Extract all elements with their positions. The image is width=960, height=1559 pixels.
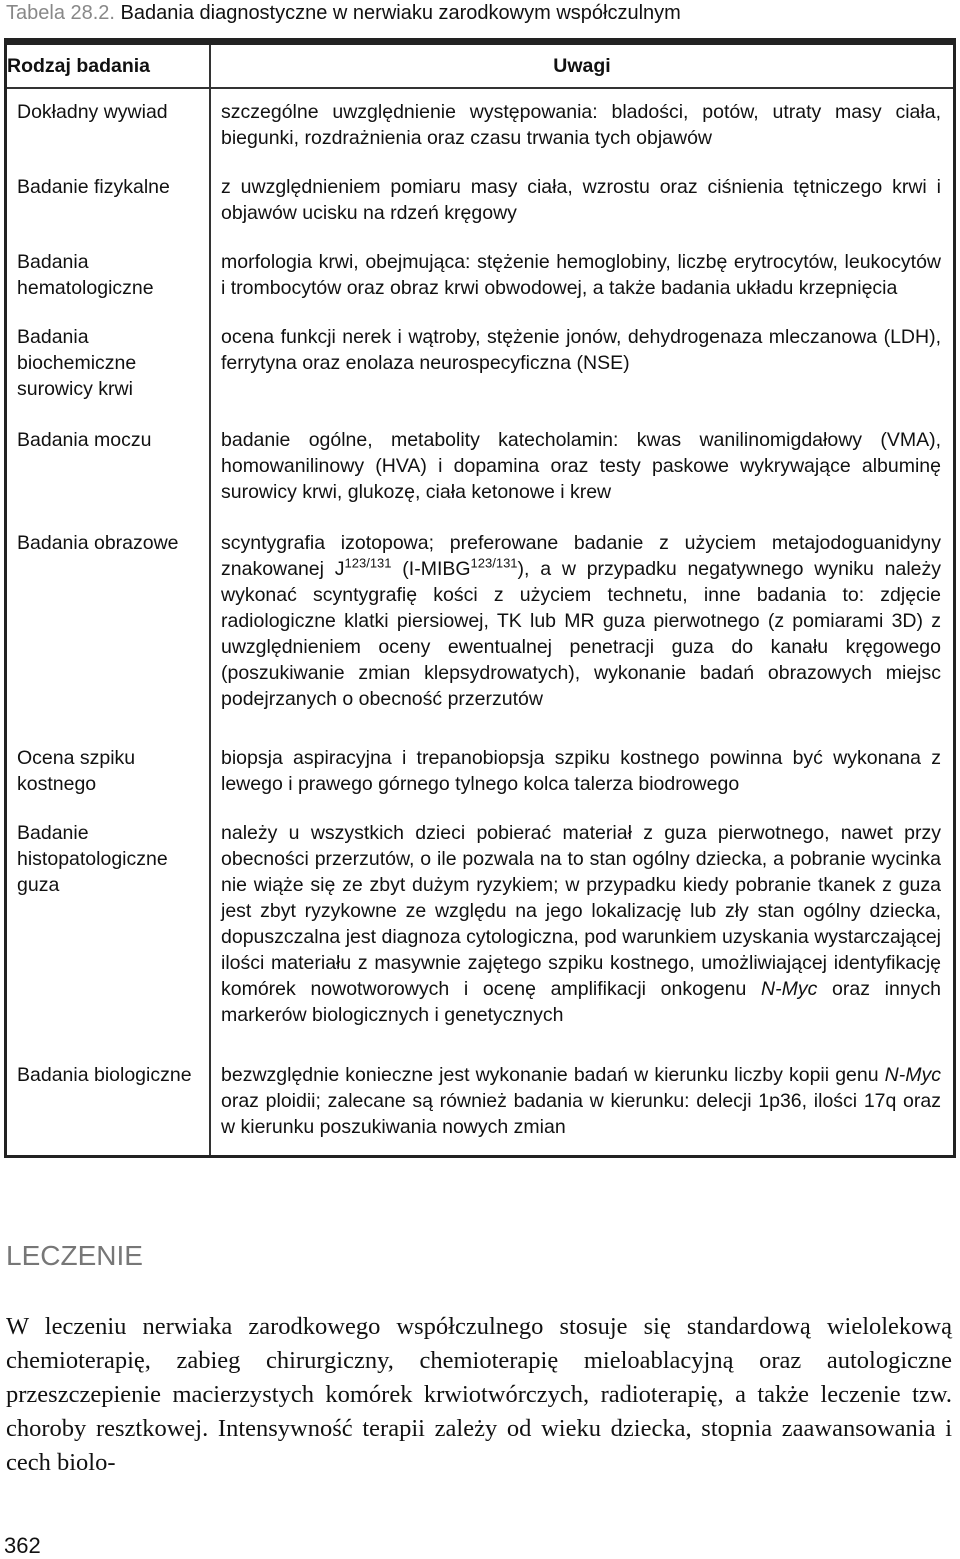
row-test-type: Badania obrazowe bbox=[7, 520, 210, 734]
table-title: Badania diagnostyczne w nerwiaku zarodkowym współczulnym bbox=[120, 2, 681, 24]
isotope-superscript: 123/131 bbox=[470, 555, 518, 571]
table-row bbox=[7, 417, 953, 520]
header-test-type: Rodzaj badania bbox=[7, 45, 210, 88]
note-text: scyntygrafia izotopowa; preferowane badanie z użyciem metajodoguanidyny znakowanej J bbox=[221, 532, 941, 581]
table-number: Tabela 28.2. bbox=[6, 2, 115, 24]
row-note bbox=[210, 1052, 953, 1155]
row-test-type: Badania hematologiczne bbox=[7, 239, 210, 314]
table-row bbox=[7, 1052, 953, 1155]
note-text: (I-MIBG bbox=[391, 558, 471, 581]
row-note: ocena funkcji nerek i wątroby, stężenie jonów, dehydrogenaza mleczanowa (LDH), ferrytyna oraz enolaza neurospecyficzna (NSE) bbox=[221, 326, 941, 375]
row-test-type: Badanie histopatologiczne guza bbox=[7, 810, 210, 1052]
table-caption bbox=[6, 2, 681, 25]
gene-name: N-Myc bbox=[761, 977, 818, 1000]
note-text: ), a w przypadku negatywnego wyniku należy wykonać scyntygrafię kości z użyciem technetu, inne badania to: zdjęcie radiologiczne klatki piersiowej, TK lub MR guza pierwotnego (z pomiarami 3D) z uwzględnieniem oceny ewentualnej penetracji guza do kanału kręgowego (poszukiwanie zmian klepsydrowatych), wykonanie badań obrazowych miejsc podejrzanych o obecność przerzutów bbox=[221, 558, 941, 711]
section-body-paragraph: W leczeniu nerwiaka zarodkowego współczulnego stosuje się standardową wielolekową chemioterapię, zabieg chirurgiczny, chemioterapię mieloablacyjną oraz autologiczne przeszczepienie macierzystych komórek krwiotwórczych, radioterapię, a także leczenie tzw. choroby resztkowej. Intensywność terapii zależy od wieku dziecka, stopnia zaawansowania i cech biolo- bbox=[6, 1313, 952, 1476]
row-test-type: Ocena szpiku kostnego bbox=[7, 735, 210, 810]
note-text: bezwzględnie konieczne jest wykonanie badań w kierunku liczby kopii genu bbox=[221, 1064, 885, 1086]
row-test-type: Badania biochemiczne surowicy krwi bbox=[7, 314, 210, 417]
note-text: oraz ploidii; zalecane są również badania w kierunku: delecji 1p36, ilości 17q oraz w kierunku poszukiwania nowych zmian bbox=[221, 1090, 941, 1138]
row-note: biopsja aspiracyjna i trepanobiopsja szpiku kostnego powinna być wykonana z lewego i prawego górnego tylnego kolca talerza biodrowego bbox=[221, 746, 941, 795]
table-row bbox=[7, 239, 953, 314]
row-note: szczególne uwzględnienie występowania: bladości, potów, utraty masy ciała, biegunki, rozdrażnienia oraz czasu trwania tych objawów bbox=[221, 101, 941, 149]
table-row bbox=[7, 810, 953, 1052]
row-note: badanie ogólne, metabolity katecholamin: kwas wanilinomigdałowy (VMA), homowanilinowy (HVA) i dopamina oraz testy paskowe wykrywające albuminę surowicy krwi, glukozę, ciała ketonowe i krew bbox=[221, 429, 941, 504]
table-row bbox=[7, 314, 953, 417]
table-row bbox=[7, 735, 953, 810]
isotope-superscript: 123/131 bbox=[344, 555, 392, 571]
row-note: z uwzględnieniem pomiaru masy ciała, wzrostu oraz ciśnienia tętniczego krwi i objawów ucisku na rdzeń kręgowy bbox=[221, 176, 941, 225]
diagnostics-table-frame bbox=[4, 38, 956, 1158]
table-row bbox=[7, 88, 953, 164]
section-heading: LECZENIE bbox=[6, 1240, 143, 1271]
table-row bbox=[7, 164, 953, 239]
row-test-type: Dokładny wywiad bbox=[7, 88, 210, 164]
table-row bbox=[7, 520, 953, 734]
note-text: należy u wszystkich dzieci pobierać materiał z guza pierwotnego, nawet przy obecności przerzutów, o ile pozwala na to stan ogólny dziecka, a pobranie wycinka nie wiąże się ze zbyt dużym ryzykiem; w przypadku kiedy pobranie tkanek z guza jest zbyt ryzykowne ze względu na jego lokalizację lub zły stan ogólny dziecka, dopuszczalna jest diagnoza cytologiczna, pod warunkiem uzyskania wystarczającej ilości materiału z masywnie zajętego szpiku kostnego, umożliwiającej identyfikację komórek nowotworowych i ocenę amplifikacji onkogenu bbox=[221, 821, 941, 1000]
row-test-type: Badanie fizykalne bbox=[7, 164, 210, 239]
header-notes: Uwagi bbox=[210, 45, 953, 88]
gene-name: N-Myc bbox=[884, 1064, 941, 1086]
row-test-type: Badania moczu bbox=[7, 417, 210, 520]
note-text: oraz innych markerów biologicznych i genetycznych bbox=[221, 977, 941, 1026]
row-note: morfologia krwi, obejmująca: stężenie hemoglobiny, liczbę erytrocytów, leukocytów i trombocytów oraz obraz krwi obwodowej, a także badania układu krzepnięcia bbox=[221, 251, 941, 300]
row-note bbox=[210, 520, 953, 734]
row-test-type: Badania biologiczne bbox=[7, 1052, 210, 1155]
page-number: 362 bbox=[4, 1533, 41, 1558]
diagnostics-table bbox=[7, 45, 953, 1155]
row-note bbox=[210, 810, 953, 1052]
table-header-row bbox=[7, 45, 953, 88]
